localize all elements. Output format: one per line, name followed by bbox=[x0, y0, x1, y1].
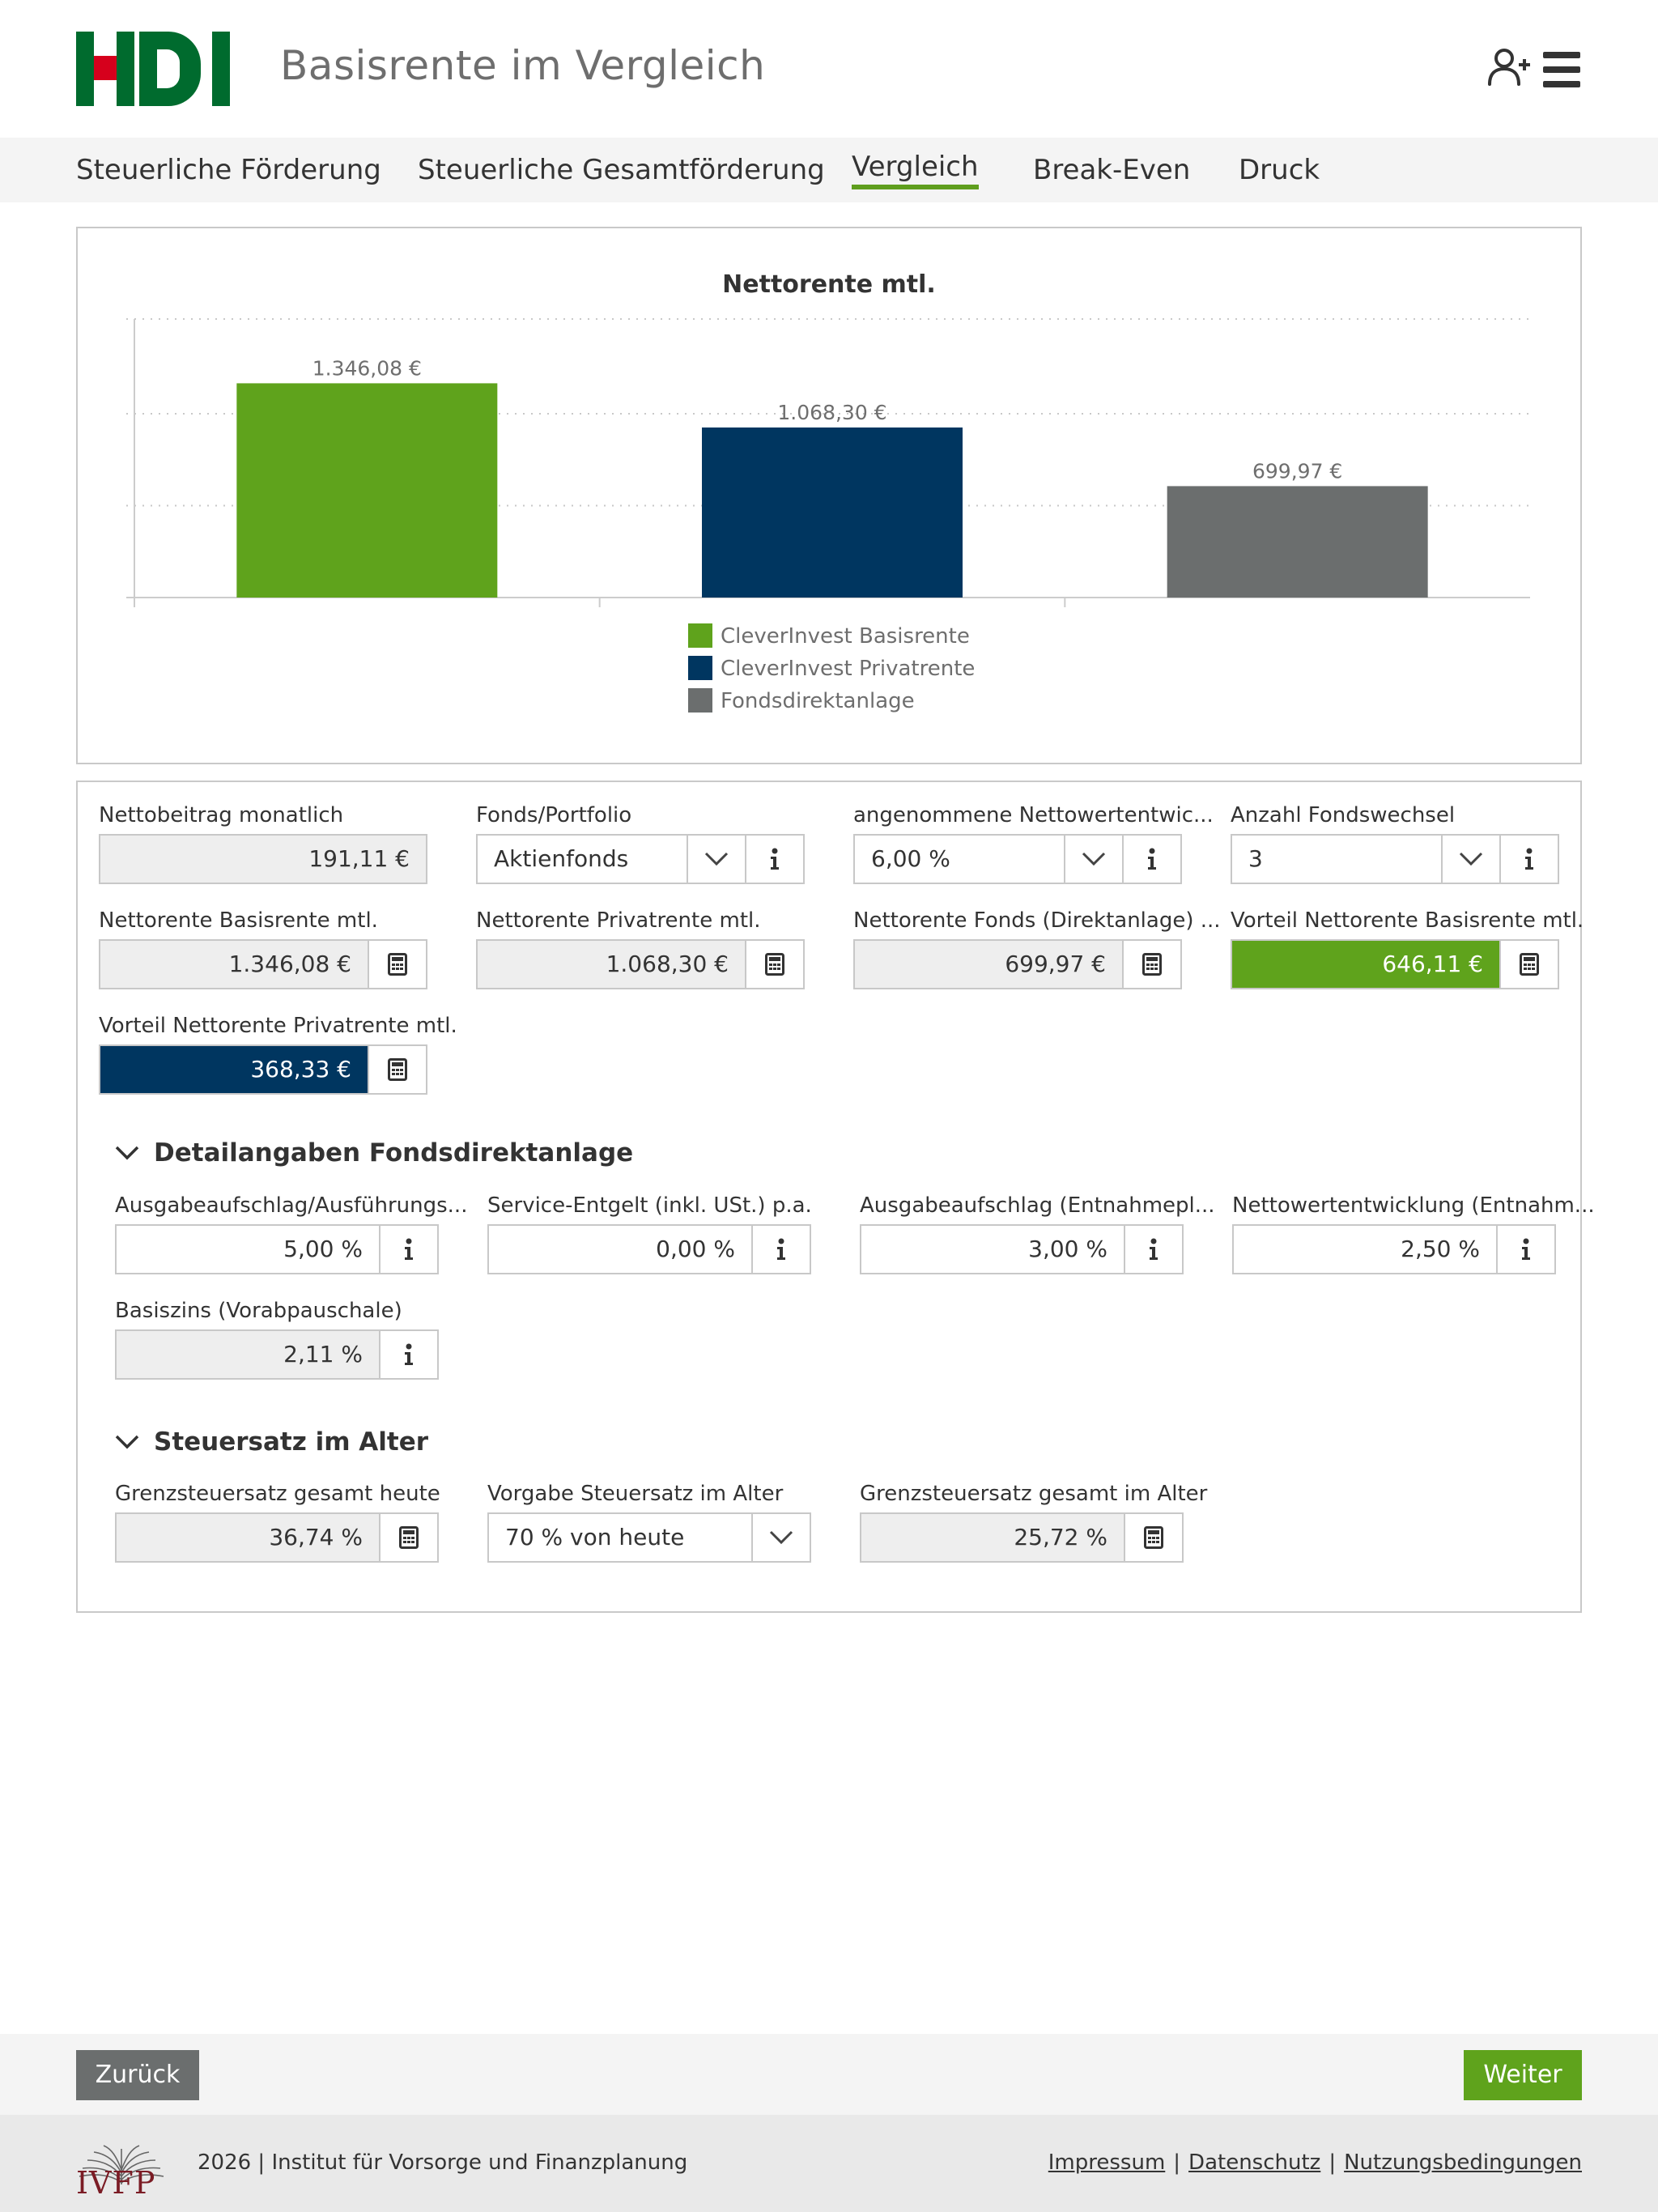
vorteil-privat-value: 368,33 € bbox=[100, 1046, 368, 1093]
field-label: Ausgabeaufschlag (Entnahmepl... bbox=[860, 1193, 1215, 1218]
info-icon[interactable] bbox=[379, 1226, 437, 1273]
legend-swatch bbox=[688, 656, 712, 680]
copyright-text: 2026 | Institut für Vorsorge und Finanzplanung bbox=[198, 2150, 688, 2175]
fonds-select[interactable]: Aktienfonds bbox=[494, 845, 629, 872]
chevron-down-icon[interactable] bbox=[751, 1514, 810, 1561]
calculator-icon[interactable] bbox=[1124, 1514, 1182, 1561]
info-icon[interactable] bbox=[1496, 1226, 1554, 1273]
datenschutz-link[interactable]: Datenschutz bbox=[1188, 2150, 1321, 2175]
hdi-logo bbox=[76, 32, 261, 106]
grenzsteuersatz-alter-value: 25,72 % bbox=[861, 1514, 1124, 1561]
field-ausgabeaufschlag-entnahme bbox=[860, 1192, 1215, 1262]
legend-label: Fondsdirektanlage bbox=[721, 689, 915, 713]
field-ausgabeaufschlag bbox=[115, 1192, 468, 1262]
page-footer bbox=[0, 2115, 1658, 2212]
nettobeitrag-value: 191,11 € bbox=[100, 836, 426, 883]
legend-swatch bbox=[688, 688, 712, 713]
calculator-icon[interactable] bbox=[368, 1046, 426, 1093]
info-icon[interactable] bbox=[1124, 1226, 1182, 1273]
bar-value-label: 1.068,30 € bbox=[777, 401, 887, 425]
nettorente-fonds-value: 699,97 € bbox=[855, 941, 1122, 988]
link-separator: | bbox=[1329, 2150, 1337, 2175]
bar-3 bbox=[1167, 486, 1428, 598]
field-wertentwicklung bbox=[853, 802, 1214, 872]
chevron-down-icon[interactable] bbox=[1064, 836, 1122, 883]
field-grenzsteuersatz-alter bbox=[860, 1480, 1208, 1551]
bar-value-label: 1.346,08 € bbox=[312, 356, 422, 381]
field-nettorente-basis bbox=[99, 907, 427, 977]
field-fonds-portfolio bbox=[476, 802, 805, 872]
chevron-down-icon[interactable] bbox=[687, 836, 745, 883]
field-fondswechsel bbox=[1231, 802, 1559, 872]
tab-bar bbox=[0, 138, 1658, 202]
info-icon[interactable] bbox=[379, 1331, 437, 1378]
chevron-down-icon[interactable] bbox=[1441, 836, 1499, 883]
impressum-link[interactable]: Impressum bbox=[1048, 2150, 1166, 2175]
legend-label: CleverInvest Basisrente bbox=[721, 624, 970, 649]
field-label: Vorteil Nettorente Basisrente mtl. bbox=[1231, 908, 1584, 933]
field-label: Service-Entgelt (inkl. USt.) p.a. bbox=[487, 1193, 812, 1218]
next-button[interactable]: Weiter bbox=[1464, 2050, 1582, 2100]
info-icon[interactable] bbox=[751, 1226, 810, 1273]
field-label: Nettorente Privatrente mtl. bbox=[476, 908, 761, 933]
app-header bbox=[0, 0, 1658, 138]
footer-links bbox=[1048, 2150, 1582, 2175]
fondswechsel-select[interactable]: 3 bbox=[1248, 845, 1263, 872]
legend-swatch bbox=[688, 623, 712, 648]
nettorente-privat-value: 1.068,30 € bbox=[478, 941, 745, 988]
section-title: Detailangaben Fondsdirektanlage bbox=[154, 1138, 634, 1168]
calculator-icon[interactable] bbox=[368, 941, 426, 988]
section-toggle-fondsdirektanlage[interactable] bbox=[115, 1138, 633, 1168]
link-separator: | bbox=[1173, 2150, 1181, 2175]
hamburger-menu-icon[interactable] bbox=[1543, 52, 1580, 87]
nettowertentwicklung-input[interactable]: 2,50 % bbox=[1401, 1236, 1480, 1262]
field-nettowertentwicklung-entnahme bbox=[1232, 1192, 1595, 1262]
tab-steuerliche-gesamtfoerderung[interactable]: Steuerliche Gesamtförderung bbox=[418, 154, 825, 186]
ausgabeaufschlag-input[interactable]: 5,00 % bbox=[283, 1236, 363, 1262]
field-label: Nettobeitrag monatlich bbox=[99, 803, 344, 827]
info-icon[interactable] bbox=[745, 836, 803, 883]
field-label: Grenzsteuersatz gesamt im Alter bbox=[860, 1482, 1208, 1506]
vorteil-basis-value: 646,11 € bbox=[1232, 941, 1499, 988]
field-nettobeitrag bbox=[99, 802, 427, 872]
field-vorgabe-steuersatz bbox=[487, 1480, 811, 1551]
vorgabe-steuersatz-select[interactable]: 70 % von heute bbox=[505, 1524, 685, 1551]
calculator-icon[interactable] bbox=[1122, 941, 1180, 988]
tab-break-even[interactable]: Break-Even bbox=[1033, 154, 1191, 186]
calculator-icon[interactable] bbox=[745, 941, 803, 988]
field-service-entgelt bbox=[487, 1192, 812, 1262]
calculator-icon[interactable] bbox=[379, 1514, 437, 1561]
chevron-down-icon bbox=[115, 1435, 139, 1449]
info-icon[interactable] bbox=[1122, 836, 1180, 883]
ausgabeaufschlag-entnahme-input[interactable]: 3,00 % bbox=[1028, 1236, 1107, 1262]
tab-vergleich[interactable]: Vergleich bbox=[852, 151, 979, 189]
input-panel bbox=[76, 781, 1595, 1613]
section-toggle-steuersatz[interactable] bbox=[115, 1427, 428, 1457]
field-vorteil-privat bbox=[99, 1012, 457, 1083]
nettorente-basis-value: 1.346,08 € bbox=[100, 941, 368, 988]
nutzungsbedingungen-link[interactable]: Nutzungsbedingungen bbox=[1344, 2150, 1582, 2175]
tab-druck[interactable]: Druck bbox=[1239, 154, 1320, 186]
back-button[interactable]: Zurück bbox=[76, 2050, 199, 2100]
wertentwicklung-select[interactable]: 6,00 % bbox=[871, 845, 950, 872]
calculator-icon[interactable] bbox=[1499, 941, 1558, 988]
field-label: Basiszins (Vorabpauschale) bbox=[115, 1299, 402, 1323]
tab-steuerliche-foerderung[interactable]: Steuerliche Förderung bbox=[76, 154, 381, 186]
add-user-icon[interactable] bbox=[1486, 47, 1532, 89]
chart-panel bbox=[76, 227, 1582, 764]
field-label: angenommene Nettowertentwic... bbox=[853, 803, 1214, 827]
bottom-nav-bar bbox=[0, 2034, 1658, 2115]
ivfp-logo-text: IVFP bbox=[76, 2165, 156, 2201]
chevron-down-icon bbox=[115, 1146, 139, 1160]
bar-1 bbox=[236, 383, 497, 598]
info-icon[interactable] bbox=[1499, 836, 1558, 883]
service-entgelt-input[interactable]: 0,00 % bbox=[656, 1236, 735, 1262]
field-nettorente-fonds bbox=[853, 907, 1221, 977]
field-nettorente-privat bbox=[476, 907, 805, 977]
basiszins-value: 2,11 % bbox=[117, 1331, 379, 1378]
grenzsteuersatz-heute-value: 36,74 % bbox=[117, 1514, 379, 1561]
field-label: Vorteil Nettorente Privatrente mtl. bbox=[99, 1014, 457, 1038]
field-label: Vorgabe Steuersatz im Alter bbox=[487, 1482, 784, 1506]
field-label: Ausgabeaufschlag/Ausführungs... bbox=[115, 1193, 468, 1218]
app-title: Basisrente im Vergleich bbox=[280, 42, 766, 89]
field-basiszins bbox=[115, 1297, 439, 1368]
field-vorteil-basis bbox=[1231, 907, 1584, 977]
net-pension-bar-chart bbox=[78, 228, 1580, 763]
field-label: Fonds/Portfolio bbox=[476, 803, 632, 827]
field-label: Grenzsteuersatz gesamt heute bbox=[115, 1482, 440, 1506]
chart-title: Nettorente mtl. bbox=[722, 270, 936, 299]
field-label: Nettowertentwicklung (Entnahm... bbox=[1232, 1193, 1595, 1218]
field-label: Anzahl Fondswechsel bbox=[1231, 803, 1456, 827]
section-title: Steuersatz im Alter bbox=[154, 1427, 429, 1457]
bar-2 bbox=[702, 428, 963, 598]
legend-label: CleverInvest Privatrente bbox=[721, 657, 976, 681]
bar-value-label: 699,97 € bbox=[1252, 459, 1343, 483]
field-label: Nettorente Basisrente mtl. bbox=[99, 908, 378, 933]
field-grenzsteuersatz-heute bbox=[115, 1480, 440, 1551]
field-label: Nettorente Fonds (Direktanlage) ... bbox=[853, 908, 1221, 933]
